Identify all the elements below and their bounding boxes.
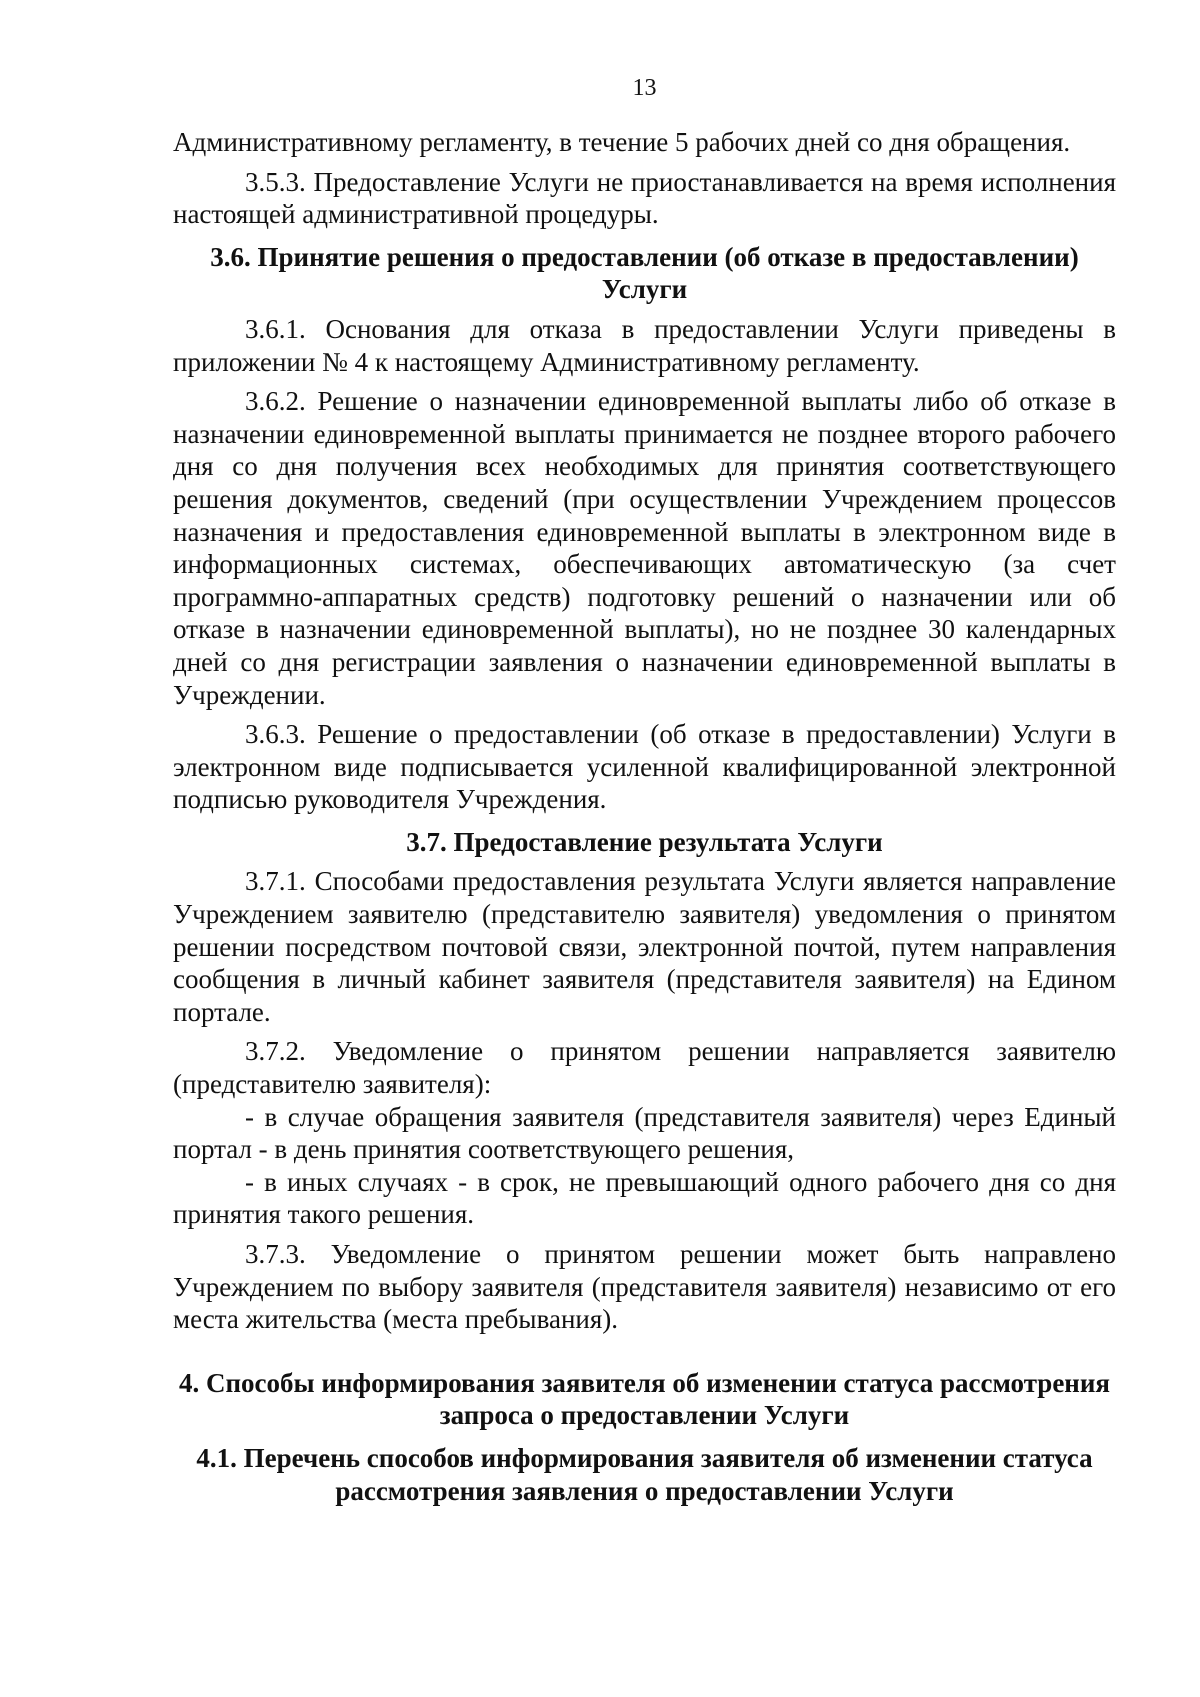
paragraph-3-5-3: 3.5.3. Предоставление Услуги не приостанавливается на время исполнения настоящей административной процедуры. xyxy=(173,166,1116,230)
heading-section-4: 4. Способы информирования заявителя об изменении статуса рассмотрения запроса о предоставлении Услуги xyxy=(178,1367,1111,1431)
paragraph-3-6-1: 3.6.1. Основания для отказа в предоставлении Услуги приведены в приложении № 4 к настоящему Административному регламенту. xyxy=(173,313,1116,377)
heading-4-1: 4.1. Перечень способов информирования заявителя об изменении статуса рассмотрения заявления о предоставлении Услуги xyxy=(196,1442,1093,1506)
paragraph-3-7-3: 3.7.3. Уведомление о принятом решении может быть направлено Учреждением по выбору заявителя (представителя заявителя) независимо от его места жительства (места пребывания). xyxy=(173,1239,1116,1335)
list-item-other: - в иных случаях - в срок, не превышающий одного рабочего дня со дня принятия такого решения. xyxy=(173,1166,1116,1230)
page-number: 13 xyxy=(632,75,657,101)
list-item-portal: - в случае обращения заявителя (представителя заявителя) через Единый портал - в день принятия соответствующего решения, xyxy=(173,1101,1116,1165)
paragraph-3-7-2: 3.7.2. Уведомление о принятом решении направляется заявителю (представителю заявителя): xyxy=(173,1036,1116,1100)
paragraph-3-6-3: 3.6.3. Решение о предоставлении (об отказе в предоставлении) Услуги в электронном виде подписывается усиленной квалифицированной электронной подписью руководителя Учреждения. xyxy=(173,719,1116,815)
heading-3-7: 3.7. Предоставление результата Услуги xyxy=(406,826,883,857)
paragraph-3-6-2: 3.6.2. Решение о назначении единовременной выплаты либо об отказе в назначении единовременной выплаты принимается не позднее второго рабочего дня со дня получения всех необходимых для принятия соответствующего решения документов, сведений (при осуществлении Учреждением процессов назначения и предоставления единовременной выплаты в электронном виде в информационных системах, обеспечивающих автоматическую (за счет программно-аппаратных средств) подготовку решений о назначении или об отказе в назначении единовременной выплаты), но не позднее 30 календарных дней со дня регистрации заявления о назначении единовременной выплаты в Учреждении. xyxy=(173,386,1116,710)
paragraph-continuation: Административному регламенту, в течение 5 рабочих дней со дня обращения. xyxy=(173,127,1071,157)
paragraph-3-7-1: 3.7.1. Способами предоставления результата Услуги является направление Учреждением заявителю (представителю заявителя) уведомления о принятом решении посредством почтовой связи, электронной почтой, путем направления сообщения в личный кабинет заявителя (представителя заявителя) на Едином портале. xyxy=(173,866,1116,1027)
heading-3-6: 3.6. Принятие решения о предоставлении (об отказе в предоставлении) Услуги xyxy=(210,241,1079,305)
document-page xyxy=(173,0,1116,1507)
